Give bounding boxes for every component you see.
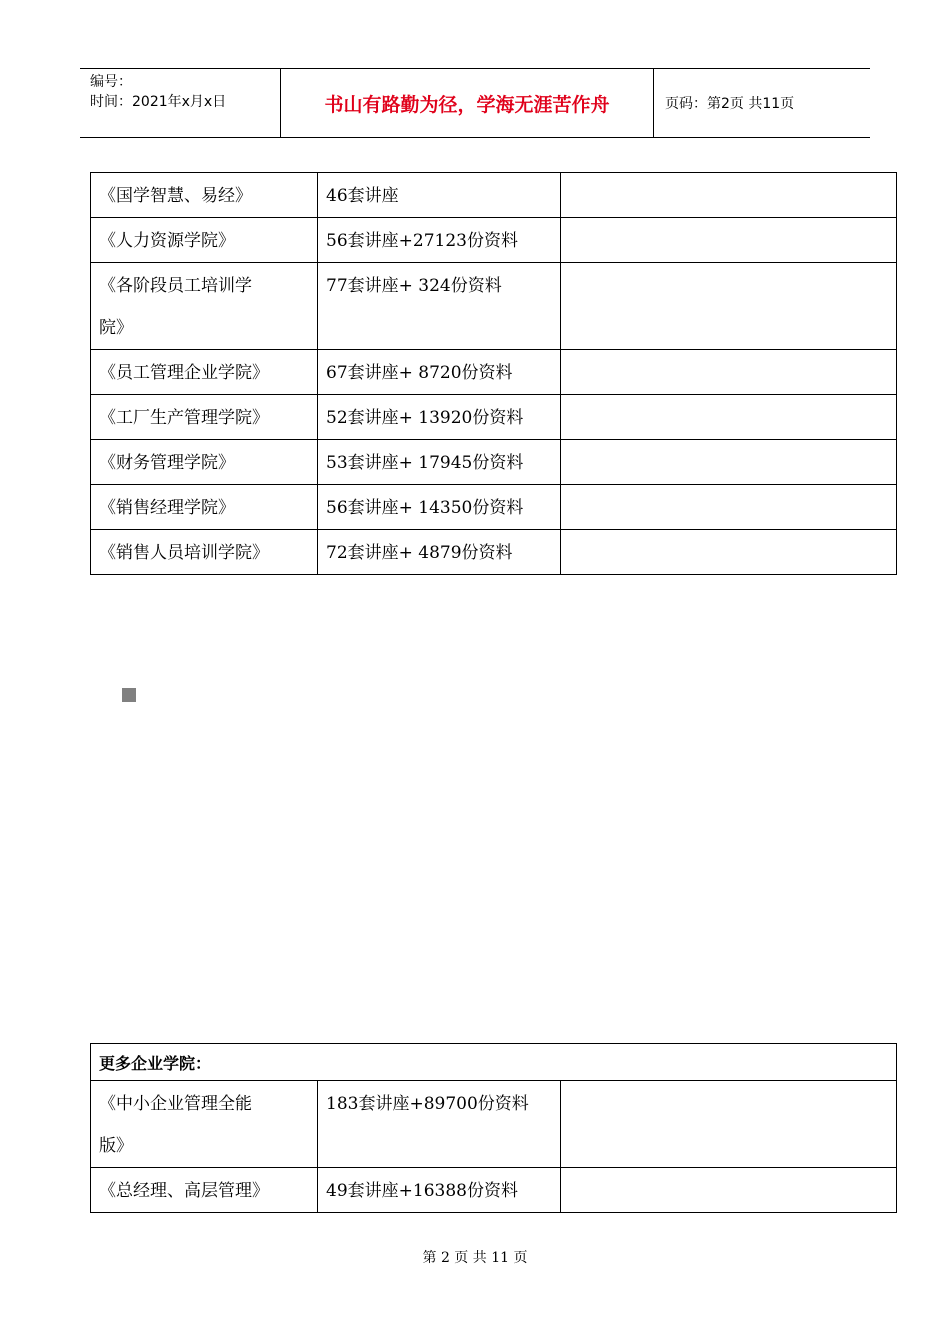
course-content: 52套讲座+ 13920份资料 bbox=[318, 395, 561, 440]
course-content: 56套讲座+27123份资料 bbox=[318, 218, 561, 263]
table-title: 更多企业学院： bbox=[91, 1044, 897, 1081]
table-row bbox=[91, 263, 897, 350]
course-content: 53套讲座+ 17945份资料 bbox=[318, 440, 561, 485]
course-note bbox=[561, 350, 897, 395]
course-name: 《财务管理学院》 bbox=[91, 440, 318, 485]
course-content: 183套讲座+89700份资料 bbox=[318, 1081, 561, 1168]
course-note bbox=[561, 530, 897, 575]
course-name: 《中小企业管理全能版》 bbox=[91, 1081, 318, 1168]
course-name: 《工厂生产管理学院》 bbox=[91, 395, 318, 440]
course-content: 46套讲座 bbox=[318, 173, 561, 218]
course-content: 67套讲座+ 8720份资料 bbox=[318, 350, 561, 395]
page-header bbox=[80, 68, 870, 138]
table-row bbox=[91, 530, 897, 575]
course-name: 《员工管理企业学院》 bbox=[91, 350, 318, 395]
table-row bbox=[91, 1168, 897, 1213]
table-row bbox=[91, 440, 897, 485]
motto: 书山有路勤为径，学海无涯苦作舟 bbox=[281, 69, 654, 137]
course-name: 《国学智慧、易经》 bbox=[91, 173, 318, 218]
course-content: 56套讲座+ 14350份资料 bbox=[318, 485, 561, 530]
course-note bbox=[561, 440, 897, 485]
course-note bbox=[561, 485, 897, 530]
course-name: 《总经理、高层管理》 bbox=[91, 1168, 318, 1213]
time-label: 时间：2021年x月x日 bbox=[90, 94, 227, 110]
table-row bbox=[91, 350, 897, 395]
course-note bbox=[561, 218, 897, 263]
table-row bbox=[91, 485, 897, 530]
header-meta bbox=[80, 69, 281, 137]
course-name: 《各阶段员工培训学院》 bbox=[91, 263, 318, 350]
square-bullet-icon bbox=[122, 688, 136, 702]
table-row bbox=[91, 1081, 897, 1168]
more-courses-table bbox=[90, 1043, 897, 1213]
course-note bbox=[561, 263, 897, 350]
course-table bbox=[90, 172, 897, 575]
course-content: 49套讲座+16388份资料 bbox=[318, 1168, 561, 1213]
course-note bbox=[561, 1081, 897, 1168]
course-content: 72套讲座+ 4879份资料 bbox=[318, 530, 561, 575]
course-note bbox=[561, 1168, 897, 1213]
course-name: 《人力资源学院》 bbox=[91, 218, 318, 263]
table-title-row bbox=[91, 1044, 897, 1081]
page-footer: 第 2 页 共 11 页 bbox=[422, 1250, 528, 1266]
course-content: 77套讲座+ 324份资料 bbox=[318, 263, 561, 350]
table-row bbox=[91, 218, 897, 263]
table-row bbox=[91, 395, 897, 440]
course-name: 《销售经理学院》 bbox=[91, 485, 318, 530]
page-label: 页码：第2页 共11页 bbox=[665, 96, 795, 112]
course-name: 《销售人员培训学院》 bbox=[91, 530, 318, 575]
table-row bbox=[91, 173, 897, 218]
course-note bbox=[561, 395, 897, 440]
course-note bbox=[561, 173, 897, 218]
number-label: 编号： bbox=[90, 74, 132, 90]
